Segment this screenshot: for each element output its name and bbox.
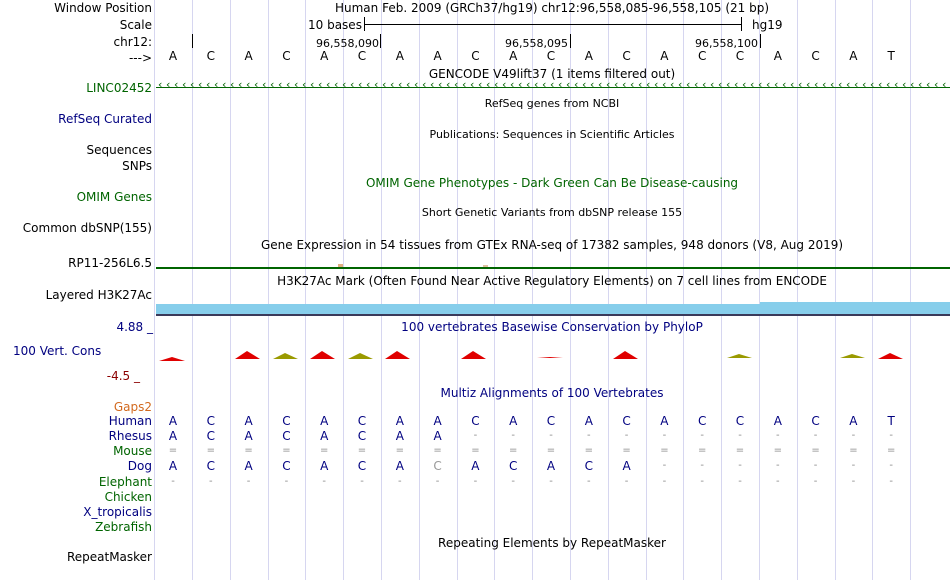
strand-arrow-icon: ‹ [942,78,947,91]
h3k27ac-signal-bar-top [760,302,950,304]
strand-arrow-icon: ‹ [694,78,699,91]
species-label[interactable]: Rhesus [108,429,152,443]
strand-arrow-icon: ‹ [630,78,635,91]
strand-arrow-icon: ‹ [926,78,931,91]
strand-arrow-icon: ‹ [286,78,291,91]
sequence-base: A [433,49,442,63]
alignment-base: C [471,414,480,428]
sequence-base: A [320,49,329,63]
sequence-base: A [584,49,593,63]
alignment-base: - [435,476,440,487]
alignment-base: - [813,460,818,471]
alignment-base: - [171,476,175,487]
position-tick [570,34,571,48]
alignment-base: A [320,429,329,443]
strand-arrow-icon: ‹ [206,78,211,91]
strand-arrow-icon: ‹ [742,78,747,91]
strand-arrow-icon: ‹ [686,78,691,91]
alignment-base: - [813,476,818,487]
alignment-base: A [433,429,442,443]
alignment-base: - [511,430,515,441]
strand-arrow-icon: ‹ [734,78,739,91]
sequence-base: C [471,49,480,63]
alignment-base: A [660,414,669,428]
h3k27ac-signal-bar[interactable] [156,304,950,314]
strand-arrow-icon: ‹ [446,78,451,91]
strand-arrow-icon: ‹ [622,78,627,91]
strand-arrow-icon: ‹ [902,78,907,91]
alignment-base: C [206,459,215,473]
alignment-base: T [887,414,895,428]
alignment-base: A [584,414,593,428]
alignment-base: = [546,445,556,456]
chrom-label: chr12: [113,35,152,49]
alignment-base: - [397,476,402,487]
alignment-base: - [700,460,704,471]
alignment-base: - [246,476,251,487]
vert-cons-label[interactable]: 100 Vert. Cons [13,344,102,358]
strand-arrow-icon: ‹ [494,78,499,91]
alignment-base: C [357,429,367,443]
sequence-base: C [206,49,215,63]
alignment-base: - [662,476,667,487]
window-position-label: Window Position [54,1,152,15]
alignment-base: - [738,460,742,471]
alignment-base: A [168,459,178,473]
alignment-base: A [471,459,480,473]
strand-arrow-icon: ‹ [526,78,531,91]
strand-arrow-icon: ‹ [894,78,899,91]
strand-arrow-icon: ‹ [878,78,883,91]
strand-arrow-icon: ‹ [838,78,843,91]
strand-arrow-icon: ‹ [534,78,539,91]
alignment-base: A [320,414,329,428]
strand-arrow-icon: ‹ [862,78,867,91]
alignment-base: A [244,414,253,428]
strand-arrow-icon: ‹ [774,78,779,91]
alignment-base: C [508,459,518,473]
strand-arrow-icon: ‹ [430,78,435,91]
alignment-base: A [509,414,518,428]
alignment-base: - [662,430,667,441]
layered-h3k27ac-label[interactable]: Layered H3K27Ac [45,288,152,302]
alignment-base: C [433,459,442,473]
alignment-base: = [471,445,480,456]
strand-arrow-icon: ‹ [366,78,371,91]
species-label[interactable]: Zebrafish [95,520,152,534]
conservation-track-title[interactable]: 100 vertebrates Basewise Conservation by PhyloP [401,320,703,334]
alignment-base: = [697,445,707,456]
strand-arrow-icon: ‹ [326,78,331,91]
strand-arrow-icon: ‹ [614,78,619,91]
sequence-base: A [168,49,178,63]
strand-arrow-icon: ‹ [646,78,651,91]
strand-arrow-icon: ‹ [822,78,827,91]
alignment-base: - [586,476,591,487]
alignment-base: - [738,476,742,487]
position-95: 96,558,095 [505,37,568,50]
alignment-base: = [168,445,178,456]
sequence-base: C [811,49,820,63]
species-label[interactable]: Dog [127,459,152,473]
repeatmasker-track-title[interactable]: Repeating Elements by RepeatMasker [438,536,666,550]
species-label[interactable]: Mouse [113,444,152,458]
alignment-base: A [244,459,253,473]
position-tick [192,34,193,48]
alignment-base: = [206,445,215,456]
strand-arrow-icon: ‹ [246,78,251,91]
alignment-base: A [395,414,404,428]
strand-arrow-icon: ‹ [422,78,427,91]
alignment-base: - [208,476,213,487]
sequence-base: A [773,49,782,63]
position-90: 96,558,090 [316,37,379,50]
strand-arrow-icon: ‹ [342,78,347,91]
gaps2-label[interactable]: Gaps2 [113,400,152,414]
alignment-base: - [889,460,893,471]
h3k27ac-track-title[interactable]: H3K27Ac Mark (Often Found Near Active Regulatory Elements) on 7 cell lines from ENCODE [277,274,827,288]
strand-arrow-icon: ‹ [486,78,491,91]
alignment-base: = [319,445,329,456]
position-tick [760,34,761,48]
alignment-base: - [851,430,856,441]
strand-arrow-icon: ‹ [702,78,707,91]
strand-arrow-icon: ‹ [782,78,787,91]
strand-arrow-icon: ‹ [710,78,715,91]
strand-arrow-icon: ‹ [358,78,363,91]
scale-bar [364,24,742,25]
strand-arrow-icon: ‹ [174,78,179,91]
strand-arrow-icon: ‹ [830,78,835,91]
omim-genes-label[interactable]: OMIM Genes [76,190,152,204]
strand-arrow-icon: ‹ [350,78,355,91]
sequence-base: A [395,49,404,63]
gtex-expression-line[interactable] [156,267,950,269]
alignment-base: = [660,445,669,456]
alignment-base: C [584,459,593,473]
strand-arrow-icon: ‹ [454,78,459,91]
alignment-base: A [395,459,404,473]
repeatmasker-label[interactable]: RepeatMasker [66,550,152,564]
alignment-base: = [244,445,253,456]
common-dbsnp-label[interactable]: Common dbSNP(155) [22,221,152,235]
dbsnp-track-title[interactable]: Short Genetic Variants from dbSNP release 155 [421,206,683,219]
strand-arrow-icon: ‹ [806,78,811,91]
strand-arrow-icon: ‹ [398,78,403,91]
strand-arrow-icon: ‹ [638,78,643,91]
omim-track-title[interactable]: OMIM Gene Phenotypes - Dark Green Can Be Disease-causing [365,176,739,190]
strand-arrow-icon: ‹ [190,78,195,91]
strand-arrow-icon: ‹ [294,78,299,91]
alignment-base: - [511,476,515,487]
alignment-base: = [395,445,404,456]
scale-bar-right-tick [741,17,742,31]
alignment-base: - [284,476,289,487]
alignment-base: A [773,414,782,428]
sequence-base: C [546,49,556,63]
alignment-base: C [206,429,215,443]
alignment-base: = [433,445,442,456]
gtex-expression-mark [338,264,343,267]
strand-arrow-icon: ‹ [566,78,571,91]
alignment-base: A [244,429,253,443]
strand-arrow-icon: ‹ [470,78,475,91]
strand-arrow-icon: ‹ [910,78,915,91]
strand-arrow-icon: ‹ [814,78,819,91]
alignment-base: - [473,476,478,487]
alignment-base: - [700,430,704,441]
sequence-base: C [735,49,745,63]
refseq-curated-label[interactable]: RefSeq Curated [58,112,152,126]
strand-arrow-icon: ‹ [670,78,675,91]
alignment-base: - [624,430,629,441]
conservation-max: 4.88 _ [116,320,153,334]
alignment-base: = [849,445,858,456]
strand-arrow-icon: ‹ [382,78,387,91]
alignment-base: C [282,459,291,473]
strand-arrow-icon: ‹ [214,78,219,91]
strand-arrow-icon: ‹ [278,78,283,91]
alignment-base: A [320,459,329,473]
alignment-base: - [889,430,893,441]
strand-arrow-icon: ‹ [318,78,323,91]
strand-arrow-icon: ‹ [870,78,875,91]
strand-arrow-icon: ‹ [718,78,723,91]
alignment-base: A [168,414,178,428]
strand-arrow-icon: ‹ [934,78,939,91]
strand-arrow-icon: ‹ [198,78,203,91]
strand-arrow-icon: ‹ [678,78,683,91]
alignment-base: = [735,445,745,456]
position-tick [380,34,381,48]
sequence-base: C [622,49,631,63]
h3k27ac-baseline [156,314,950,316]
strand-arrow-icon: ‹ [886,78,891,91]
species-label[interactable]: Human [108,414,152,428]
strand-arrow: ---> [128,51,152,65]
alignment-base: - [851,476,856,487]
strand-arrow-icon: ‹ [478,78,483,91]
species-label[interactable]: Chicken [104,490,152,504]
gencode-track-title[interactable]: GENCODE V49lift37 (1 items filtered out) [428,67,676,81]
alignment-base: - [473,430,478,441]
multiz-track-title[interactable]: Multiz Alignments of 100 Vertebrates [440,386,664,400]
alignment-base: C [357,459,367,473]
alignment-base: = [886,445,896,456]
strand-arrow-icon: ‹ [222,78,227,91]
strand-arrow-icon: ‹ [918,78,923,91]
alignment-base: - [586,430,591,441]
strand-arrow-icon: ‹ [662,78,667,91]
conservation-signal[interactable] [155,348,950,364]
strand-arrow-icon: ‹ [758,78,763,91]
base-gridline [154,0,155,580]
strand-arrow-icon: ‹ [542,78,547,91]
alignment-base: - [813,430,818,441]
strand-arrow-icon: ‹ [750,78,755,91]
sequence-base: C [697,49,707,63]
alignment-base: A [395,429,404,443]
strand-arrow-icon: ‹ [438,78,443,91]
species-label[interactable]: X_tropicalis [83,505,152,519]
strand-arrow-icon: ‹ [374,78,379,91]
strand-arrow-icon: ‹ [854,78,859,91]
alignment-base: = [508,445,518,456]
alignment-base: A [849,414,858,428]
linc02452-label[interactable]: LINC02452 [86,81,152,95]
strand-arrow-icon: ‹ [510,78,515,91]
strand-arrow-icon: ‹ [270,78,275,91]
sequence-base: A [509,49,518,63]
alignment-base: - [549,430,553,441]
strand-arrow-icon: ‹ [790,78,795,91]
alignment-base: - [775,460,780,471]
conservation-min: -4.5 _ [106,369,140,383]
strand-arrow-icon: ‹ [166,78,171,91]
alignment-base: A [546,459,556,473]
alignment-base: C [282,429,291,443]
alignment-base: = [584,445,593,456]
alignment-base: C [735,414,745,428]
strand-arrow-icon: ‹ [158,78,163,91]
window-position-value: Human Feb. 2009 (GRCh37/hg19) chr12:96,558,085-96,558,105 (21 bp) [334,1,770,15]
strand-arrow-icon: ‹ [334,78,339,91]
alignment-base: - [360,476,364,487]
alignment-base: C [206,414,215,428]
alignment-base: C [282,414,291,428]
alignment-base: - [549,476,553,487]
alignment-base: C [697,414,707,428]
strand-arrow-icon: ‹ [254,78,259,91]
strand-arrow-icon: ‹ [462,78,467,91]
sequences-label[interactable]: Sequences [86,143,152,157]
alignment-base: A [168,429,178,443]
alignment-base: A [433,414,442,428]
strand-arrow-icon: ‹ [238,78,243,91]
strand-arrow-icon: ‹ [262,78,267,91]
strand-arrow-icon: ‹ [606,78,611,91]
refseq-track-title[interactable]: RefSeq genes from NCBI [484,97,620,110]
alignment-base: = [622,445,631,456]
sequence-base: A [849,49,858,63]
gtex-track-title[interactable]: Gene Expression in 54 tissues from GTEx RNA-seq of 17382 samples, 948 donors (V8, Aug 2019) [260,238,844,252]
strand-arrow-icon: ‹ [414,78,419,91]
alignment-base: - [738,430,742,441]
scale-label: Scale [119,18,152,32]
species-label[interactable]: Elephant [98,475,152,489]
sequence-base: C [282,49,291,63]
rp11-256l6-label[interactable]: RP11-256L6.5 [68,256,152,270]
strand-arrow-icon: ‹ [766,78,771,91]
strand-arrow-icon: ‹ [846,78,851,91]
position-100: 96,558,100 [695,37,758,50]
alignment-base: - [322,476,326,487]
sequence-base: T [887,49,895,63]
strand-arrow-icon: ‹ [726,78,731,91]
strand-arrow-icon: ‹ [798,78,803,91]
strand-arrow-icon: ‹ [574,78,579,91]
publications-track-title[interactable]: Publications: Sequences in Scientific Articles [429,128,675,141]
scale-value: 10 bases [308,18,362,32]
alignment-base: - [889,476,893,487]
strand-arrow-icon: ‹ [302,78,307,91]
alignment-base: - [700,476,704,487]
strand-arrow-icon: ‹ [582,78,587,91]
scale-db: hg19 [752,18,783,32]
alignment-base: = [811,445,820,456]
snps-label[interactable]: SNPs [122,159,152,173]
strand-arrow-icon: ‹ [558,78,563,91]
strand-arrow-icon: ‹ [598,78,603,91]
alignment-base: - [624,476,629,487]
strand-arrow-icon: ‹ [406,78,411,91]
alignment-base: = [282,445,291,456]
alignment-base: - [851,460,856,471]
strand-arrow-icon: ‹ [230,78,235,91]
alignment-base: C [546,414,556,428]
strand-arrow-icon: ‹ [310,78,315,91]
scale-bar-left-tick [364,17,365,31]
strand-arrow-icon: ‹ [550,78,555,91]
alignment-base: C [357,414,367,428]
alignment-base: - [775,430,780,441]
alignment-base: C [811,414,820,428]
strand-arrow-icon: ‹ [502,78,507,91]
alignment-base: - [775,476,780,487]
gtex-expression-mark [483,265,488,267]
alignment-base: = [773,445,782,456]
alignment-base: A [622,459,631,473]
strand-arrow-icon: ‹ [518,78,523,91]
strand-arrow-icon: ‹ [182,78,187,91]
sequence-base: A [244,49,253,63]
sequence-base: C [357,49,367,63]
strand-arrow-icon: ‹ [654,78,659,91]
sequence-base: A [660,49,669,63]
strand-arrow-icon: ‹ [590,78,595,91]
alignment-base: - [662,460,667,471]
strand-arrow-icon: ‹ [390,78,395,91]
alignment-base: C [622,414,631,428]
alignment-base: = [357,445,367,456]
